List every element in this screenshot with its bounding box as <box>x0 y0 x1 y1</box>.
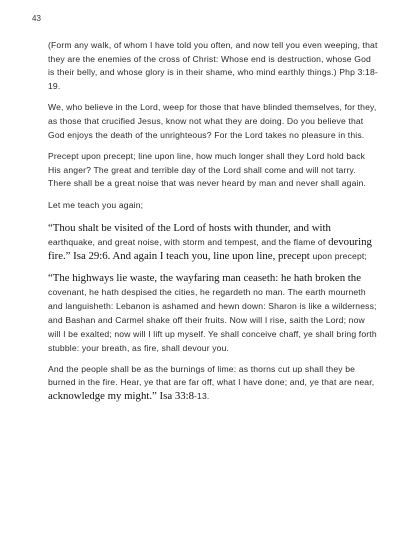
paragraph-burnings-of-lime <box>48 363 378 404</box>
paragraph-philippians: (Form any walk, of whom I have told you often, and now tell you even weeping, that they are the enemies of the cross of Christ: Whose end is destruction, whose God is their belly, and whose glory is in their shame, who mind earthly things.) Php 3:18-19. <box>48 40 378 91</box>
burnings-text: And the people shall be as the burnings of lime: as thorns cut up shall they be burned in the fire. Hear, ye that are far off, what I have done; and, ye that are near, <box>48 363 375 388</box>
acknowledge-text: acknowledge my might.” Isa 33:8 <box>48 389 195 402</box>
isaiah-29-line-3: devouring fire.” Isa 29:6. And again I teach you, line upon line, precept <box>48 235 372 262</box>
isaiah-29-line-2: earthquake, and great noise, with storm and tempest, and the flame of <box>48 236 326 247</box>
paragraph-isaiah-33 <box>48 271 378 355</box>
isaiah-29-line-1: “Thou shalt be visited of the Lord of hosts with thunder, and with <box>48 221 331 234</box>
isaiah-33-line-1: “The highways lie waste, the wayfaring man ceaseth: he hath broken the <box>48 271 361 284</box>
paragraph-isaiah-29 <box>48 221 378 263</box>
page-number: 43 <box>32 14 41 23</box>
paragraph-precept: Precept upon precept; line upon line, how much longer shall they Lord hold back His anger? The great and terrible day of the Lord shall come and will not tarry. There shall be a great noise that was never heard by man and never shall again. <box>48 151 367 189</box>
paragraph-teach-again: Let me teach you again; <box>48 199 144 210</box>
acknowledge-tail: -13. <box>194 390 210 401</box>
isaiah-29-line-4: upon precept; <box>312 250 367 261</box>
paragraph-we-weep: We, who believe in the Lord, weep for those that have blinded themselves, for they, as those that crucified Jesus, know not what they are doing. Do you believe that God enjoys the death of the unrighteous? For the Lord takes no pleasure in this. <box>48 102 377 140</box>
isaiah-33-body: covenant, he hath despised the cities, he regardeth no man. The earth mourneth and languisheth: Lebanon is ashamed and hewn down: Sharon is like a wilderness; and Bashan and Carmel shake off their fruits. Now will I rise, saith the Lord; now will I be exalted; now will I lift up myself. Ye shall conceive chaff, ye shall bring forth stubble: your breath, as fire, shall devour you. <box>48 286 377 353</box>
